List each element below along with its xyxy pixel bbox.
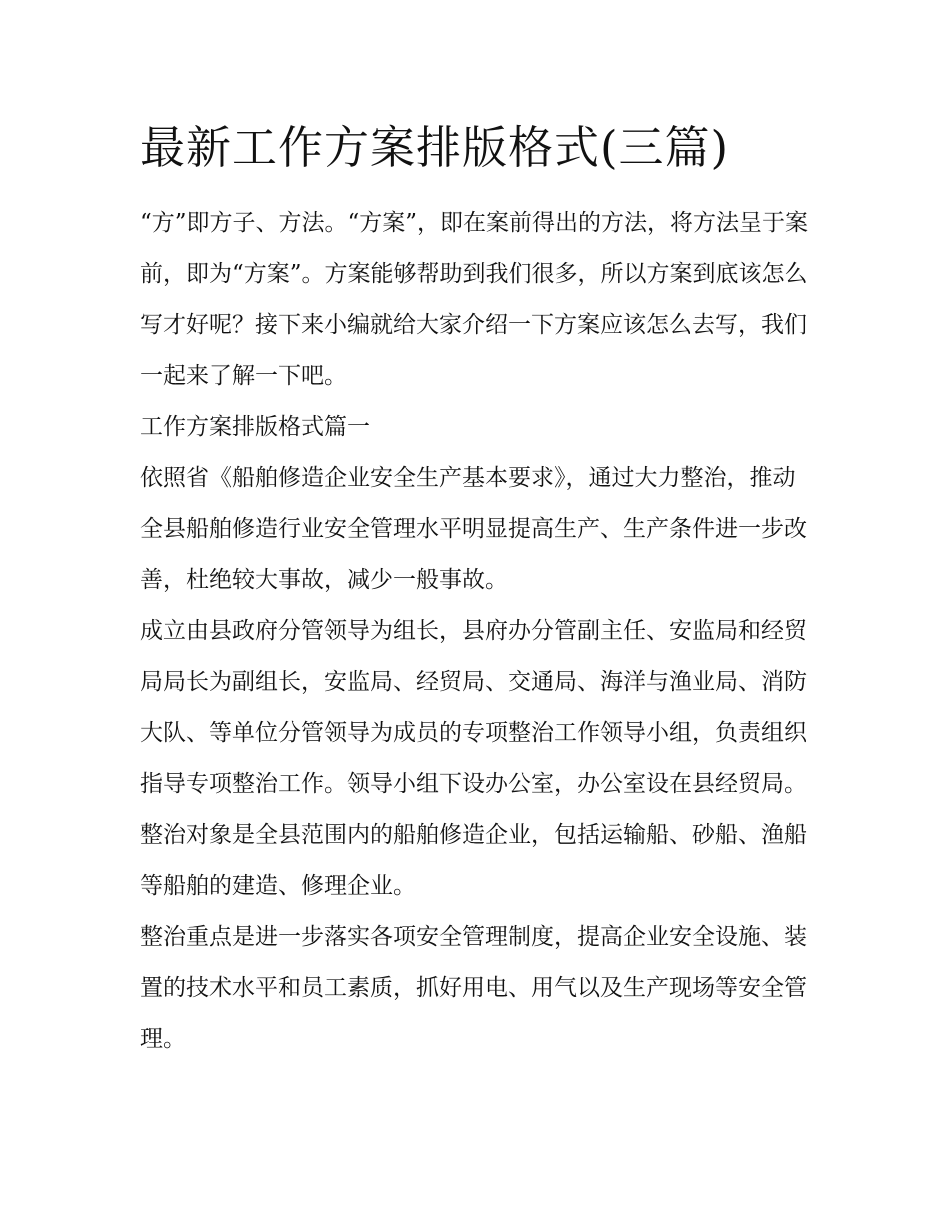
document-body — [140, 112, 812, 1065]
intro-paragraph: “方”即方子、方法。“方案”，即在案前得出的方法，将方法呈于案前，即为“方案”。方案能够帮助到我们很多，所以方案到底该怎么写才好呢？接下来小编就给大家介绍一下方案应该怎么去写，我们一起来了解一下吧。 — [140, 210, 809, 389]
document-title: 最新工作方案排版格式(三篇) — [140, 121, 730, 174]
body-paragraph: 依照省《船舶修造企业安全生产基本要求》，通过大力整治，推动全县船舶修造行业安全管理水平明显提高生产、生产条件进一步改善，杜绝较大事故，减少一般事故。 — [140, 465, 807, 593]
body-paragraph: 整治对象是全县范围内的船舶修造企业，包括运输船、砂船、渔船等船舶的建造、修理企业。 — [140, 822, 807, 899]
body-paragraph: 成立由县政府分管领导为组长，县府办分管副主任、安监局和经贸局局长为副组长，安监局、经贸局、交通局、海洋与渔业局、消防大队、等单位分管领导为成员的专项整治工作领导小组，负责组织指导专项整治工作。领导小组下设办公室，办公室设在县经贸局。 — [140, 618, 807, 797]
body-paragraph: 整治重点是进一步落实各项安全管理制度，提高企业安全设施、装置的技术水平和员工素质，抓好用电、用气以及生产现场等安全管理。 — [140, 924, 807, 1052]
section-heading: 工作方案排版格式篇一 — [140, 414, 370, 440]
